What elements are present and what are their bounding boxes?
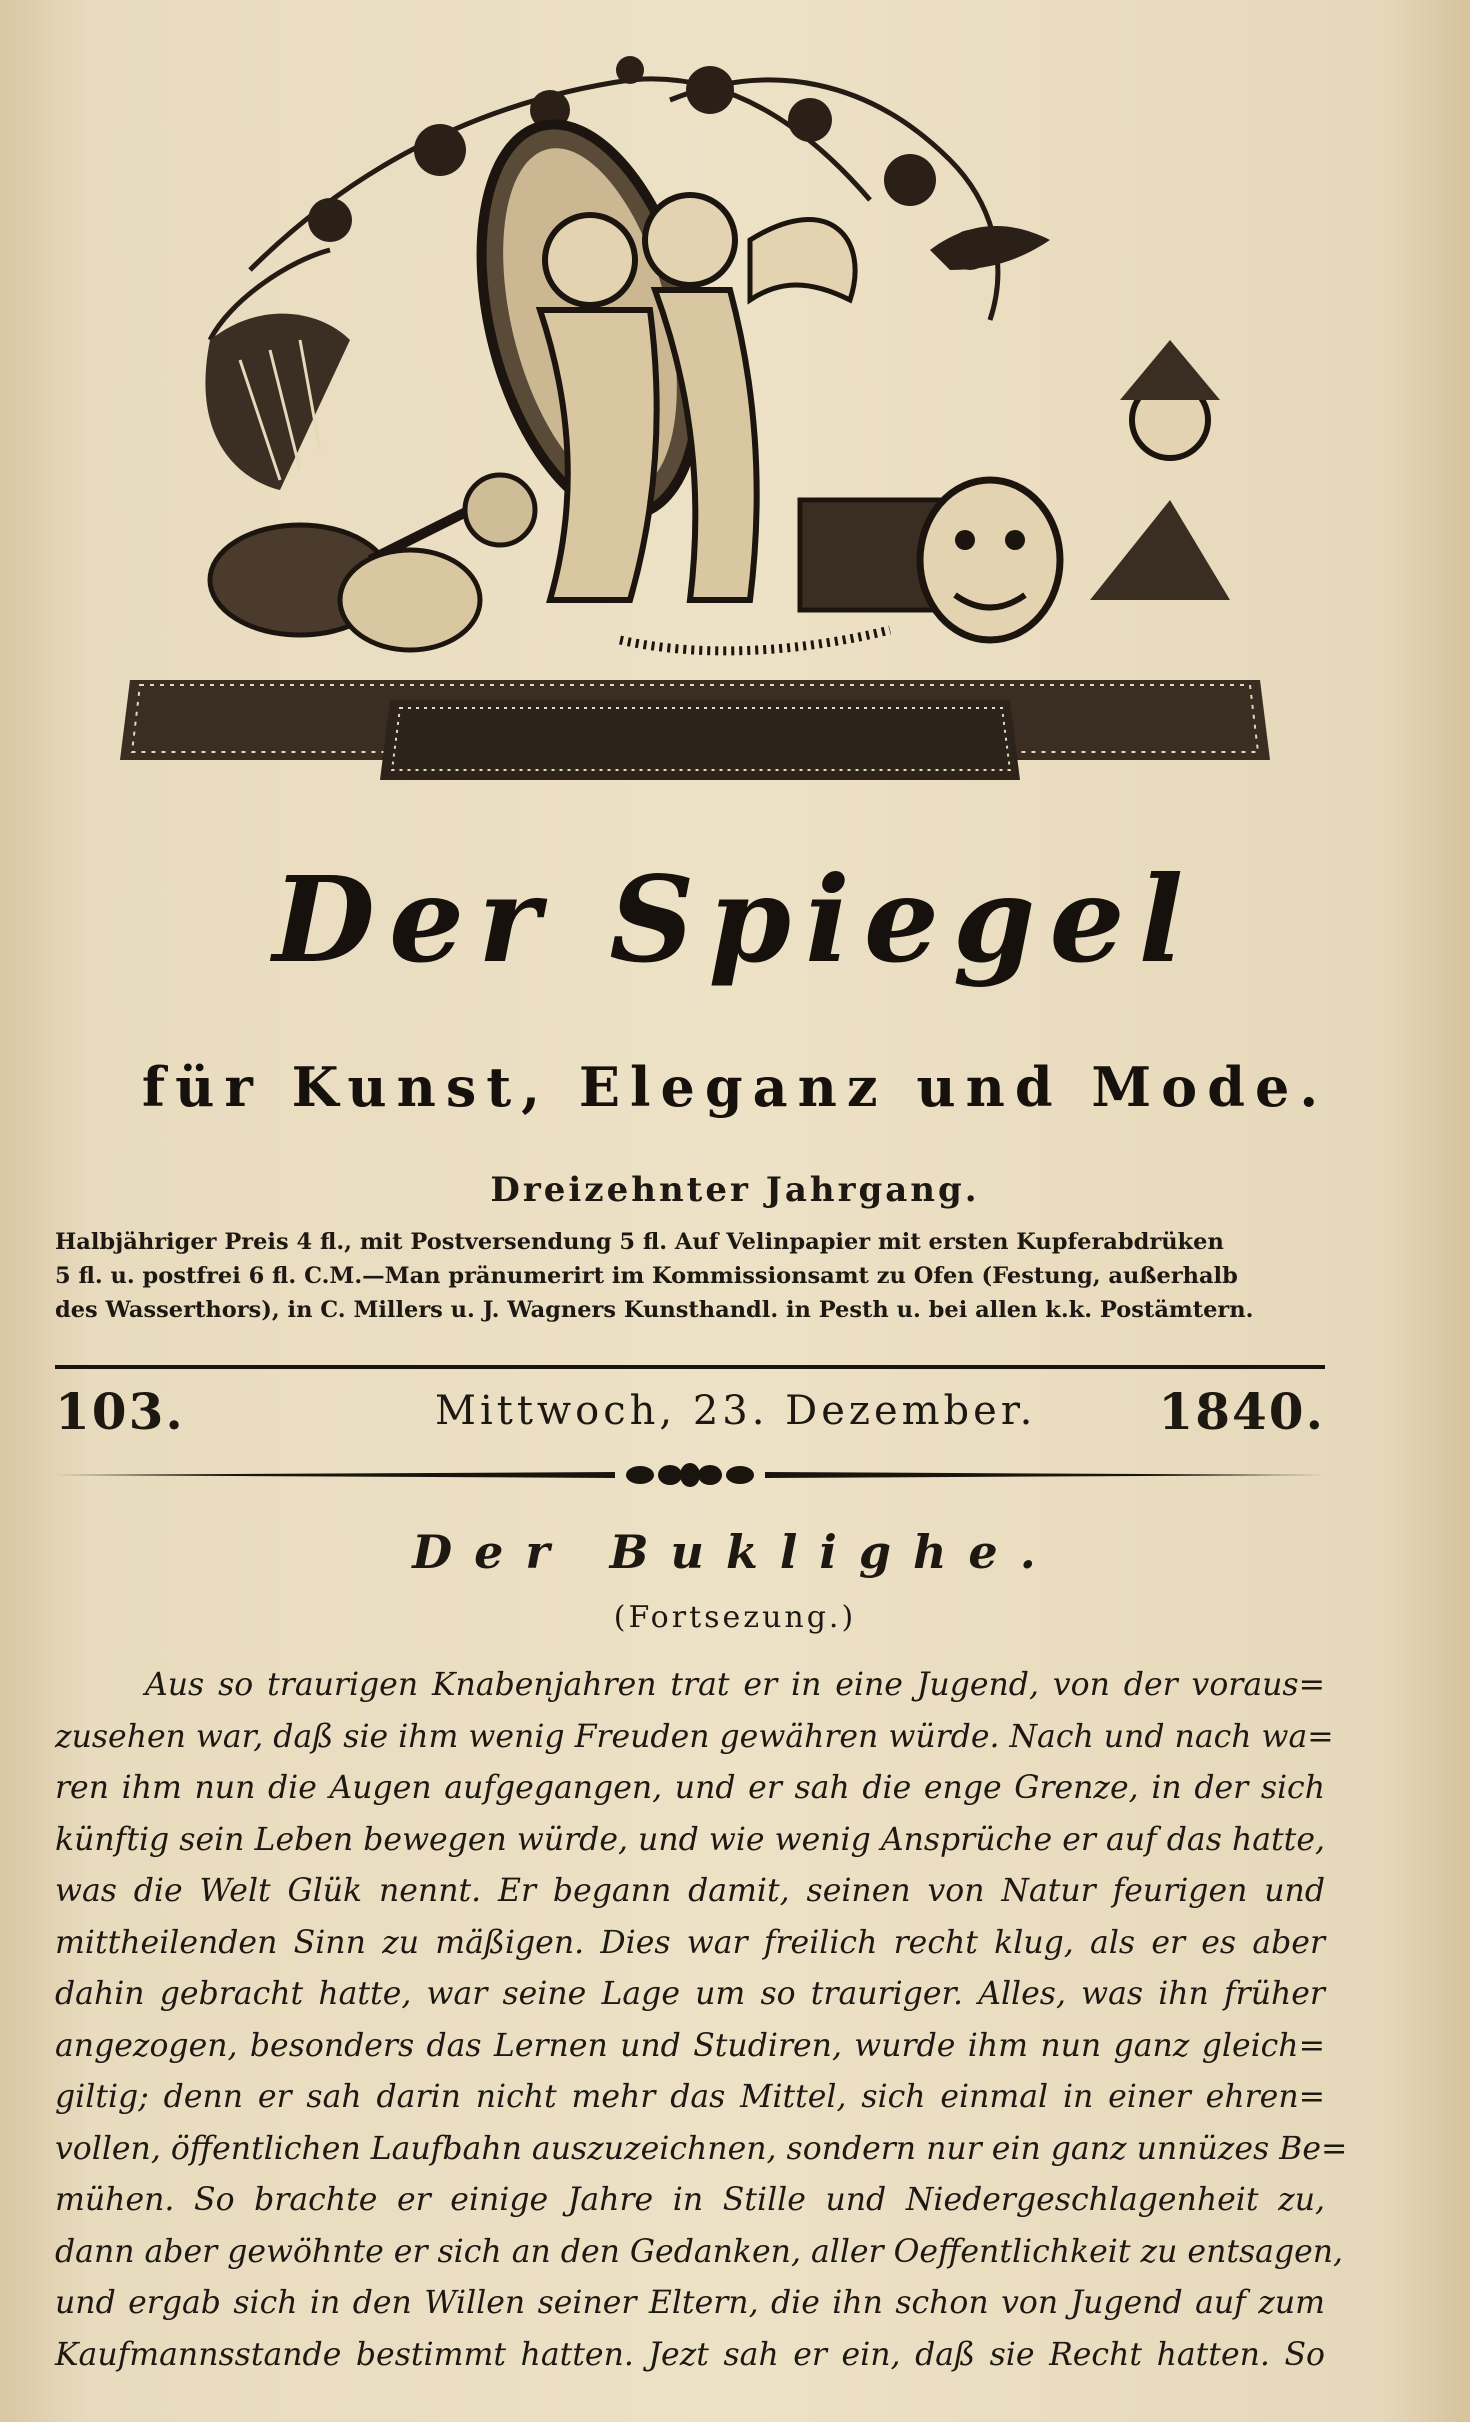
price-line: des Wasserthors), in C. Millers u. J. Wagners Kunsthandl. in Pesth u. bei allen k.k. Postämtern. xyxy=(55,1297,1254,1323)
text-line: was die Welt Glük nennt. Er begann damit, seinen von Natur feurigen und xyxy=(55,1873,1325,1909)
issue-date: Mittwoch, 23. Dezember. xyxy=(435,1388,1037,1434)
article-continuation: (Fortsezung.) xyxy=(613,1600,857,1635)
text-line: ren ihm nun die Augen aufgegangen, und er sah die enge Grenze, in der sich xyxy=(55,1770,1325,1806)
text-line: mittheilenden Sinn zu mäßigen. Dies war freilich recht klug, als er es aber xyxy=(55,1924,1325,1961)
text-line: vollen, öffentlichen Laufbahn auszuzeichnen, sondern nur ein ganz unnüzes Be= xyxy=(55,2130,1348,2167)
text-line: und ergab sich in den Willen seiner Eltern, die ihn schon von Jugend auf zum xyxy=(55,2285,1325,2321)
top-rule xyxy=(55,1365,1325,1369)
newspaper-subtitle: für Kunst, Eleganz und Mode. xyxy=(141,1055,1329,1119)
volume-line: Dreizehnter Jahrgang. xyxy=(490,1170,980,1210)
issue-row xyxy=(55,1382,1325,1452)
issue-year: 1840. xyxy=(1158,1382,1325,1441)
text-line: dann aber gewöhnte er sich an den Gedanken, aller Oeffentlichkeit zu entsagen, xyxy=(55,2233,1344,2270)
text-line: angezogen, besonders das Lernen und Studiren, wurde ihm nun ganz gleich= xyxy=(55,2027,1325,2064)
text-line: künftig sein Leben bewegen würde, und wie wenig Ansprüche er auf das hatte, xyxy=(55,1821,1325,1858)
price-line: Halbjähriger Preis 4 fl., mit Postversendung 5 fl. Auf Velinpapier mit ersten Kupferabdrüken xyxy=(55,1229,1224,1255)
text-line: giltig; denn er sah darin nicht mehr das Mittel, sich einmal in einer ehren= xyxy=(55,2079,1325,2115)
newspaper-title: Der Spiegel xyxy=(272,850,1198,989)
masthead-vignette-illustration xyxy=(110,40,1290,780)
article-title: Der Buklighe. xyxy=(412,1525,1058,1579)
text-line: dahin gebracht hatte, war seine Lage um so trauriger. Alles, was ihn früher xyxy=(55,1976,1325,2012)
text-line: zusehen war, daß sie ihm wenig Freuden gewähren würde. Nach und nach wa= xyxy=(55,1718,1334,1755)
text-line: Aus so traurigen Knabenjahren trat er in eine Jugend, von der voraus= xyxy=(145,1667,1325,1703)
text-line: mühen. So brachte er einige Jahre in Stille und Niedergeschlagenheit zu, xyxy=(55,2182,1325,2218)
ornamental-divider xyxy=(55,1450,1325,1500)
price-line: 5 fl. u. postfrei 6 fl. C.M.—Man pränumerirt im Kommissionsamt zu Ofen (Festung, außerhalb xyxy=(55,1263,1238,1289)
subscription-info xyxy=(55,1225,1335,1327)
issue-number: 103. xyxy=(55,1382,185,1441)
text-line: Kaufmannsstande bestimmt hatten. Jezt sah er ein, daß sie Recht hatten. So xyxy=(55,2336,1325,2373)
article-body xyxy=(55,1660,1348,2381)
